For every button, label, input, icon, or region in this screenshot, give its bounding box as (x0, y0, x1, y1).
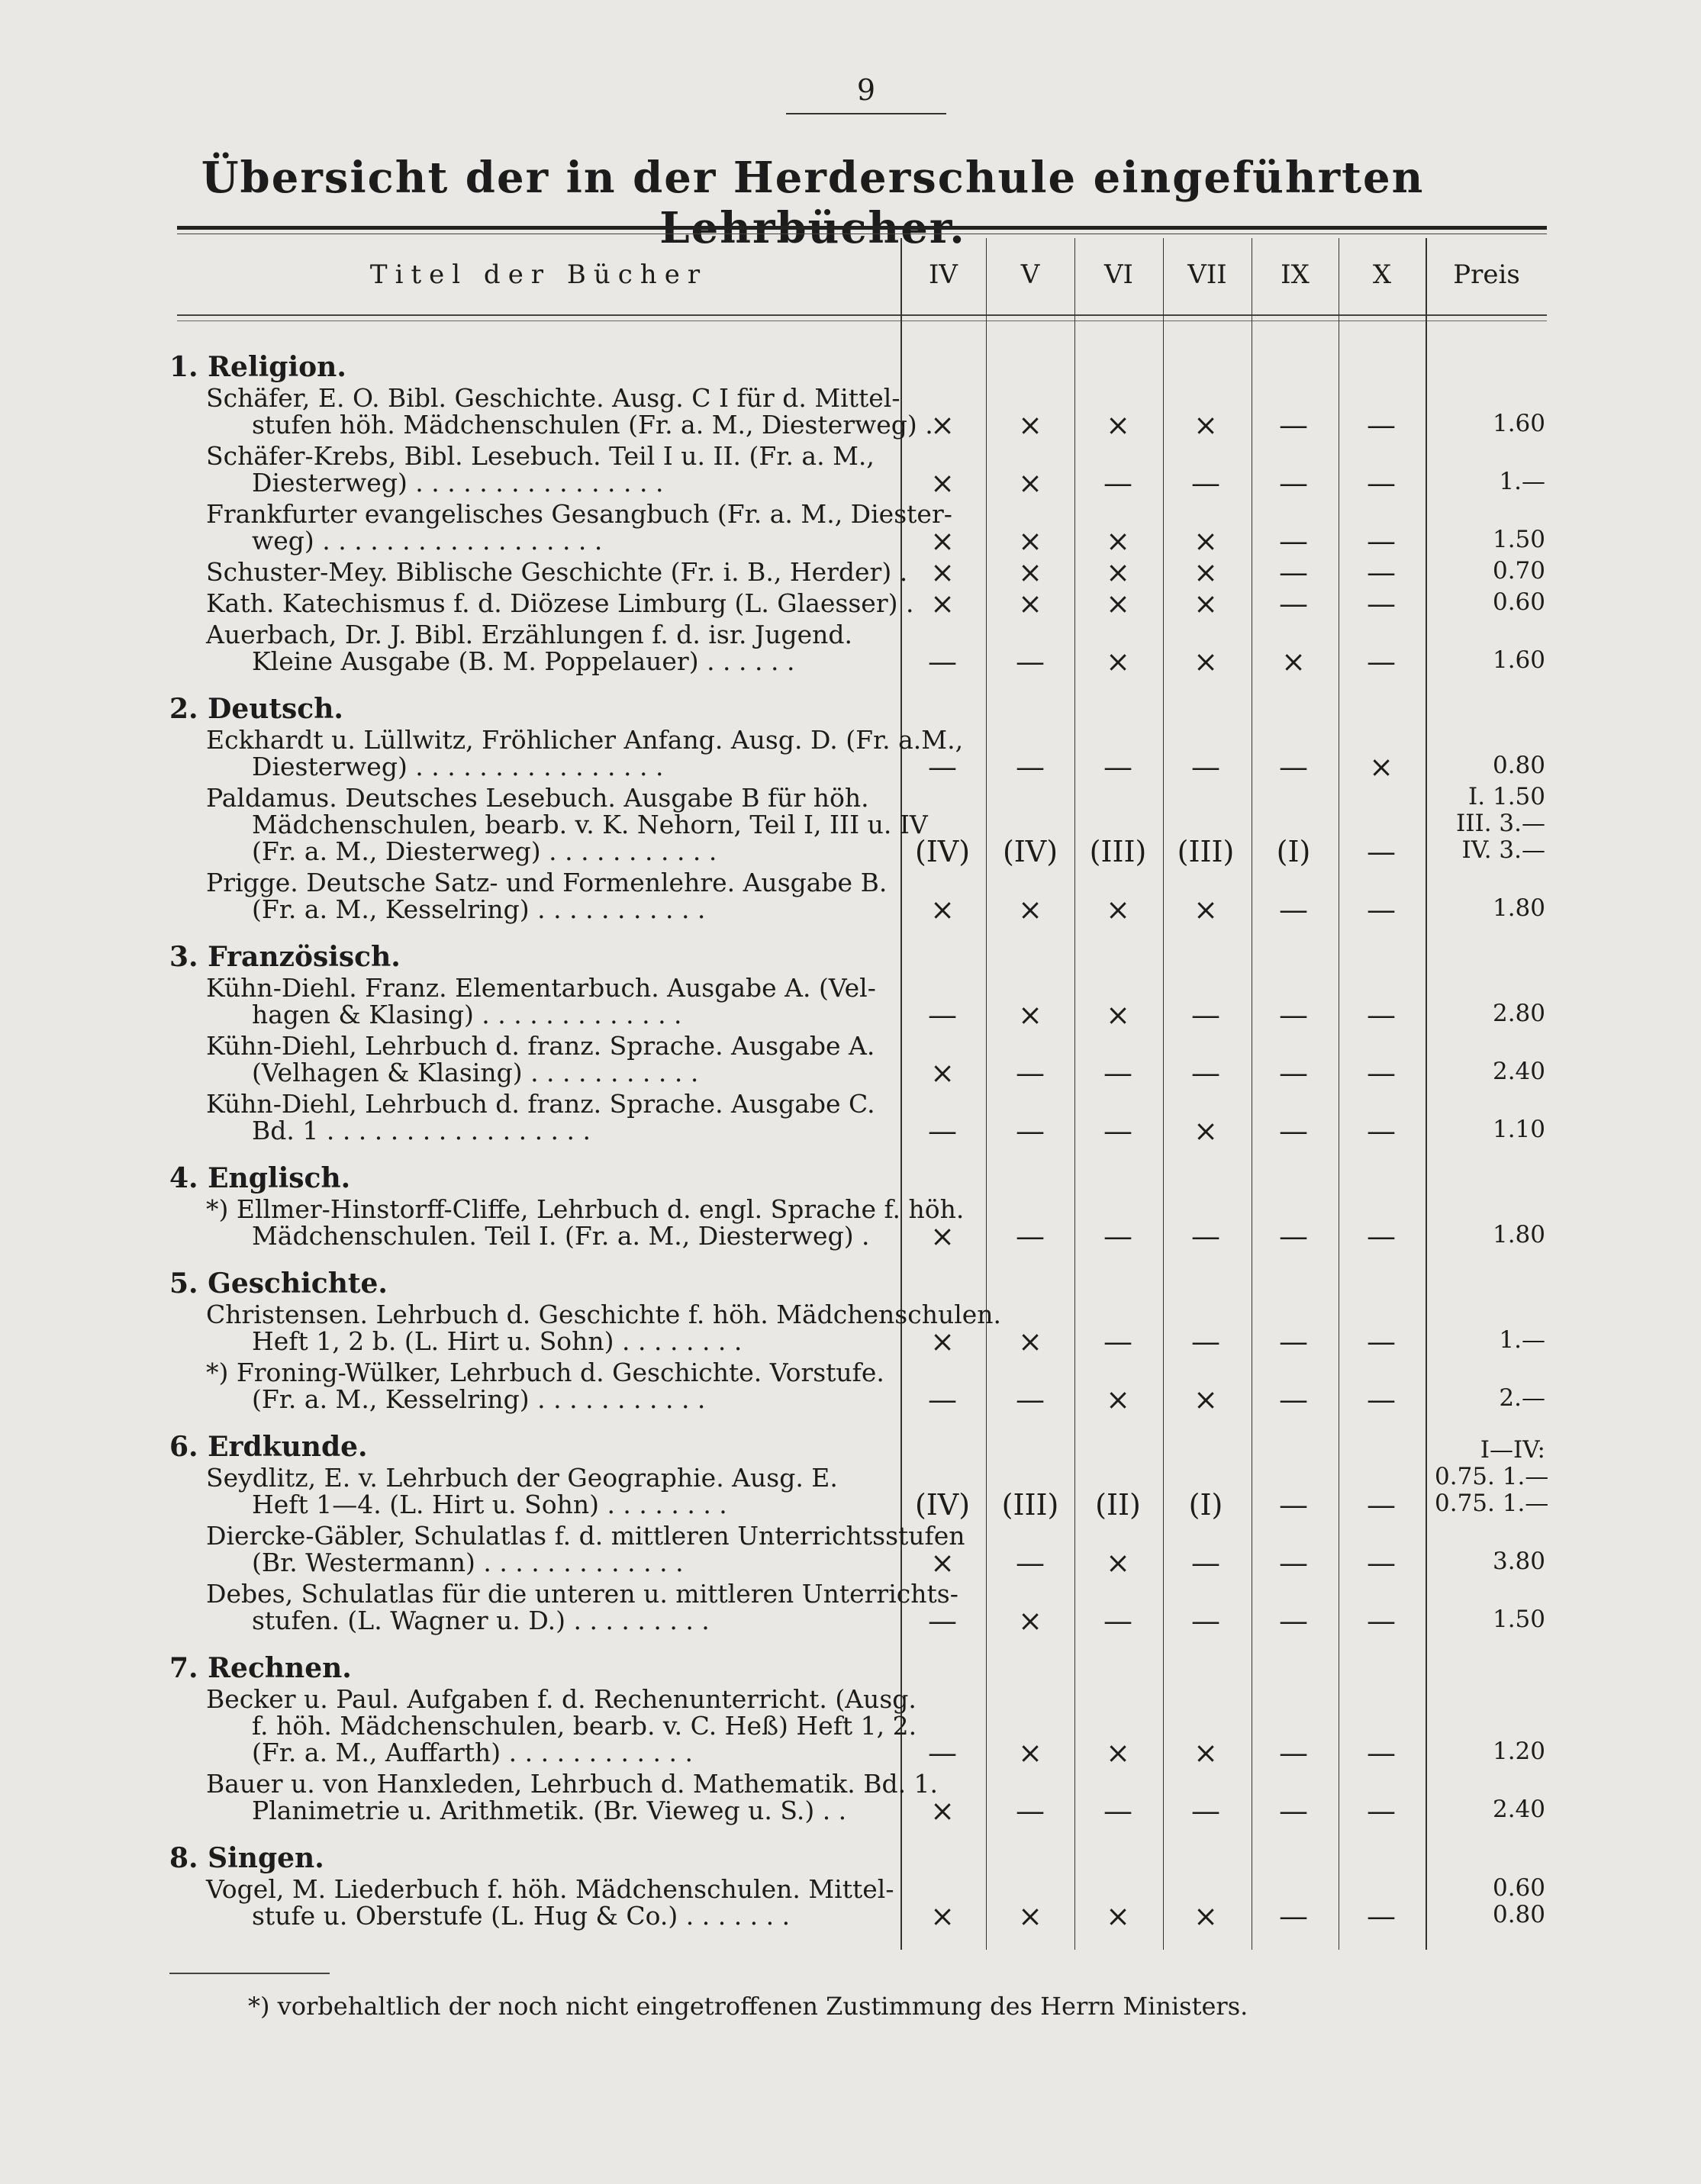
grade-mark: — (1279, 750, 1308, 784)
grade-mark: — (1279, 1056, 1308, 1090)
section-heading: 2. Deutsch. (169, 693, 343, 725)
book-title-line: stufe u. Oberstufe (L. Hug & Co.) . . . . . . . (252, 1901, 791, 1931)
book-title-line: Schäfer, E. O. Bibl. Geschichte. Ausg. C I für d. Mittel- (206, 383, 900, 413)
grade-mark: — (1016, 1056, 1045, 1090)
grade-mark: — (1016, 645, 1045, 678)
price: 1.20 (1492, 1738, 1545, 1765)
book-title-line: hagen & Klasing) . . . . . . . . . . . . . (252, 1000, 682, 1029)
grade-mark: — (1016, 1794, 1045, 1828)
grade-mark: × (1106, 645, 1130, 678)
grade-mark: (IV) (1002, 835, 1058, 868)
price: 0.70 (1492, 557, 1545, 585)
grade-mark: — (1367, 1488, 1396, 1522)
price: 0.60 (1492, 588, 1545, 616)
section-heading: 3. Französisch. (169, 941, 401, 973)
grade-mark: — (1279, 556, 1308, 589)
grade-mark: — (1103, 1604, 1132, 1638)
grade-mark: × (930, 556, 955, 589)
book-title-line: Diercke-Gäbler, Schulatlas f. d. mittleren Unterrichtsstufen (206, 1521, 965, 1551)
book-title-line: Heft 1—4. (L. Hirt u. Sohn) . . . . . . . . (252, 1490, 727, 1519)
book-title-line: (Velhagen & Klasing) . . . . . . . . . . . (252, 1058, 699, 1087)
grade-mark: × (930, 1325, 955, 1358)
footnote: *) vorbehaltlich der noch nicht eingetroffenen Zustimmung des Herrn Ministers. (248, 1992, 1248, 2021)
grade-mark: — (1279, 524, 1308, 558)
grade-mark: — (1367, 835, 1396, 868)
book-title-line: Bd. 1 . . . . . . . . . . . . . . . . . (252, 1116, 591, 1145)
grade-mark: — (1191, 1325, 1220, 1358)
book-title-line: (Fr. a. M., Auffarth) . . . . . . . . . . . . (252, 1738, 693, 1767)
grade-mark: × (1106, 408, 1130, 442)
price: 2.40 (1492, 1058, 1545, 1085)
grade-mark: — (1367, 556, 1396, 589)
grade-mark: — (1016, 1219, 1045, 1253)
book-title-line: Paldamus. Deutsches Lesebuch. Ausgabe B für höh. (206, 783, 869, 813)
grade-mark: — (1279, 1546, 1308, 1580)
grade-mark: × (1106, 1736, 1130, 1770)
grade-mark: — (1191, 1546, 1220, 1580)
grade-mark: — (1016, 1114, 1045, 1148)
grade-mark: — (928, 750, 957, 784)
grade-mark: × (1018, 466, 1042, 500)
header-rule (177, 314, 1547, 316)
price-line: I—IV: (1480, 1436, 1545, 1464)
grade-mark: — (1367, 1899, 1396, 1933)
grade-mark: × (1106, 524, 1130, 558)
column-header-vi: VI (1104, 259, 1133, 290)
grade-mark: × (1106, 893, 1130, 926)
grade-mark: — (1367, 1383, 1396, 1416)
price: 1.50 (1492, 526, 1545, 553)
price-line: 0.80 (1492, 1901, 1545, 1928)
column-header-vii: VII (1187, 259, 1227, 290)
price: 2.40 (1492, 1796, 1545, 1823)
book-title-line: Becker u. Paul. Aufgaben f. d. Rechenunterricht. (Ausg. (206, 1684, 917, 1714)
price: 0.80 (1492, 752, 1545, 779)
grade-mark: × (1369, 750, 1393, 784)
price: 1.50 (1492, 1606, 1545, 1633)
grade-mark: × (930, 1794, 955, 1828)
grade-mark: — (928, 1114, 957, 1148)
book-title-line: Kühn-Diehl, Lehrbuch d. franz. Sprache. Ausgabe C. (206, 1089, 875, 1119)
grade-mark: × (930, 1219, 955, 1253)
grade-mark: — (1279, 998, 1308, 1032)
section-heading: 1. Religion. (169, 351, 346, 383)
grade-mark: — (1016, 1546, 1045, 1580)
grade-mark: — (1191, 1219, 1220, 1253)
grade-mark: — (1191, 750, 1220, 784)
book-title-line: Auerbach, Dr. J. Bibl. Erzählungen f. d. isr. Jugend. (206, 620, 852, 649)
grade-mark: × (1018, 998, 1042, 1032)
grade-mark: (I) (1276, 835, 1311, 868)
grade-mark: — (1279, 1488, 1308, 1522)
book-title-line: Kühn-Diehl, Lehrbuch d. franz. Sprache. Ausgabe A. (206, 1031, 875, 1061)
book-title-line: stufen. (L. Wagner u. D.) . . . . . . . . . (252, 1606, 710, 1635)
grade-mark: × (1018, 893, 1042, 926)
grade-mark: — (1279, 1794, 1308, 1828)
book-title-line: Planimetrie u. Arithmetik. (Br. Vieweg u. S.) . . (252, 1796, 847, 1825)
section-heading: 8. Singen. (169, 1842, 324, 1874)
book-title-line: Debes, Schulatlas für die unteren u. mittleren Unterrichts- (206, 1579, 958, 1609)
grade-mark: — (1279, 1604, 1308, 1638)
book-title-line: Schuster-Mey. Biblische Geschichte (Fr. i. B., Herder) . (206, 557, 908, 587)
grade-mark: × (930, 587, 955, 620)
column-divider (1074, 238, 1075, 1950)
grade-mark: × (1018, 408, 1042, 442)
grade-mark: × (1194, 645, 1218, 678)
grade-mark: — (1103, 750, 1132, 784)
book-title-line: Vogel, M. Liederbuch f. höh. Mädchenschulen. Mittel- (206, 1874, 894, 1904)
column-header-v: V (1020, 259, 1040, 290)
grade-mark: — (928, 1383, 957, 1416)
grade-mark: — (928, 645, 957, 678)
book-title-line: Schäfer-Krebs, Bibl. Lesebuch. Teil I u. II. (Fr. a. M., (206, 441, 875, 471)
grade-mark: — (1367, 1219, 1396, 1253)
grade-mark: — (1279, 893, 1308, 926)
grade-mark: — (1367, 1736, 1396, 1770)
page-title: Übersicht der in der Herderschule eingeführten Lehrbücher. (201, 153, 1425, 253)
book-title-line: Kath. Katechismus f. d. Diözese Limburg (L. Glaesser) . (206, 588, 914, 618)
grade-mark: × (1194, 408, 1218, 442)
grade-mark: (IV) (914, 835, 971, 868)
grade-mark: × (930, 893, 955, 926)
book-title-line: Mädchenschulen, bearb. v. K. Nehorn, Teil I, III u. IV (252, 810, 928, 839)
column-header-title: Titel der Bücher (369, 259, 708, 290)
grade-mark: — (1103, 1794, 1132, 1828)
grade-mark: × (1106, 587, 1130, 620)
grade-mark: × (1018, 556, 1042, 589)
book-title-line: Bauer u. von Hanxleden, Lehrbuch d. Mathematik. Bd. 1. (206, 1769, 939, 1799)
book-title-line: Diesterweg) . . . . . . . . . . . . . . . . (252, 468, 664, 498)
grade-mark: × (1018, 1736, 1042, 1770)
price: 1.10 (1492, 1116, 1545, 1143)
price-line: I. 1.50 (1468, 783, 1545, 810)
grade-mark: × (1018, 1899, 1042, 1933)
grade-mark: — (1367, 645, 1396, 678)
grade-mark: — (1279, 1219, 1308, 1253)
grade-mark: — (1279, 1736, 1308, 1770)
section-heading: 4. Englisch. (169, 1162, 351, 1194)
grade-mark: × (1194, 1114, 1218, 1148)
price-line: 0.75. 1.— (1435, 1490, 1549, 1517)
grade-mark: — (1367, 587, 1396, 620)
grade-mark: — (1016, 750, 1045, 784)
price-line: 0.75. 1.— (1435, 1463, 1549, 1490)
grade-mark: (II) (1095, 1488, 1141, 1522)
grade-mark: — (1279, 466, 1308, 500)
book-title-line: Seydlitz, E. v. Lehrbuch der Geographie. Ausg. E. (206, 1463, 838, 1493)
grade-mark: — (1103, 1219, 1132, 1253)
price: 1.80 (1492, 1221, 1545, 1248)
grade-mark: (III) (1001, 1488, 1059, 1522)
grade-mark: — (1279, 408, 1308, 442)
column-header-ix: IX (1281, 259, 1310, 290)
grade-mark: — (928, 1736, 957, 1770)
grade-mark: — (1191, 1056, 1220, 1090)
column-header-x: X (1372, 259, 1392, 290)
grade-mark: — (1367, 524, 1396, 558)
column-header-iv: IV (929, 259, 958, 290)
grade-mark: × (1106, 998, 1130, 1032)
price: 1.— (1499, 468, 1545, 495)
grade-mark: — (1016, 1383, 1045, 1416)
book-title-line: Heft 1, 2 b. (L. Hirt u. Sohn) . . . . . . . . (252, 1326, 743, 1356)
grade-mark: × (930, 1899, 955, 1933)
grade-mark: — (1367, 1546, 1396, 1580)
grade-mark: — (1103, 1325, 1132, 1358)
grade-mark: — (1191, 998, 1220, 1032)
price-line: 0.60 (1492, 1874, 1545, 1902)
price-line: III. 3.— (1455, 810, 1545, 837)
grade-mark: — (1367, 893, 1396, 926)
grade-mark: — (1191, 466, 1220, 500)
grade-mark: × (1018, 1325, 1042, 1358)
price: 2.— (1499, 1384, 1545, 1412)
grade-mark: (III) (1177, 835, 1235, 868)
book-title-line: stufen höh. Mädchenschulen (Fr. a. M., Diesterweg) . (252, 410, 933, 440)
column-header-preis: Preis (1453, 259, 1520, 290)
grade-mark: × (1194, 1899, 1218, 1933)
grade-mark: × (1106, 556, 1130, 589)
grade-mark: × (1194, 893, 1218, 926)
grade-mark: × (1106, 1546, 1130, 1580)
book-title-line: Diesterweg) . . . . . . . . . . . . . . . . (252, 752, 664, 781)
book-title-line: *) Froning-Wülker, Lehrbuch d. Geschichte. Vorstufe. (206, 1358, 884, 1387)
grade-mark: — (1279, 1899, 1308, 1933)
section-heading: 6. Erdkunde. (169, 1431, 368, 1463)
grade-mark: × (930, 466, 955, 500)
column-divider (986, 238, 987, 1950)
grade-mark: — (1103, 466, 1132, 500)
grade-mark: × (1106, 1899, 1130, 1933)
grade-mark: × (1018, 1604, 1042, 1638)
grade-mark: — (1279, 587, 1308, 620)
price-line: IV. 3.— (1461, 836, 1545, 864)
grade-mark: × (930, 408, 955, 442)
grade-mark: (I) (1188, 1488, 1223, 1522)
grade-mark: — (1103, 1114, 1132, 1148)
book-title-line: Prigge. Deutsche Satz- und Formenlehre. Ausgabe B. (206, 868, 888, 897)
grade-mark: × (930, 1056, 955, 1090)
grade-mark: — (1191, 1794, 1220, 1828)
grade-mark: — (1367, 998, 1396, 1032)
grade-mark: × (1194, 1736, 1218, 1770)
grade-mark: — (1367, 1114, 1396, 1148)
grade-mark: × (1281, 645, 1306, 678)
grade-mark: — (1191, 1604, 1220, 1638)
book-title-line: *) Ellmer-Hinstorff-Cliffe, Lehrbuch d. engl. Sprache f. höh. (206, 1194, 965, 1224)
price: 2.80 (1492, 1000, 1545, 1027)
grade-mark: × (1194, 524, 1218, 558)
book-title-line: weg) . . . . . . . . . . . . . . . . . . (252, 526, 603, 556)
book-title-line: Kleine Ausgabe (B. M. Poppelauer) . . . . . . (252, 646, 795, 676)
book-title-line: Kühn-Diehl. Franz. Elementarbuch. Ausgabe A. (Vel- (206, 973, 876, 1003)
book-title-line: (Fr. a. M., Kesselring) . . . . . . . . . . . (252, 894, 706, 924)
price: 3.80 (1492, 1548, 1545, 1575)
book-title-line: (Fr. a. M., Diesterweg) . . . . . . . . . . . (252, 836, 717, 866)
section-heading: 5. Geschichte. (169, 1268, 388, 1300)
footnote-rule (169, 1973, 330, 1974)
book-title-line: (Fr. a. M., Kesselring) . . . . . . . . . . . (252, 1384, 706, 1414)
price: 1.80 (1492, 894, 1545, 922)
book-title-line: Mädchenschulen. Teil I. (Fr. a. M., Diesterweg) . (252, 1221, 870, 1251)
grade-mark: — (928, 1604, 957, 1638)
grade-mark: — (1367, 1056, 1396, 1090)
price: 1.60 (1492, 646, 1545, 674)
grade-mark: × (1194, 556, 1218, 589)
price: 1.— (1499, 1326, 1545, 1354)
grade-mark: — (928, 998, 957, 1032)
grade-mark: — (1367, 1604, 1396, 1638)
grade-mark: × (930, 1546, 955, 1580)
column-divider (1426, 238, 1427, 1950)
book-title-line: Christensen. Lehrbuch d. Geschichte f. höh. Mädchenschulen. (206, 1300, 1002, 1329)
grade-mark: × (1194, 1383, 1218, 1416)
page-number: 9 (786, 73, 946, 114)
price: 1.60 (1492, 410, 1545, 437)
grade-mark: × (1194, 587, 1218, 620)
grade-mark: × (930, 524, 955, 558)
grade-mark: — (1367, 466, 1396, 500)
grade-mark: — (1103, 1056, 1132, 1090)
book-title-line: (Br. Westermann) . . . . . . . . . . . . . (252, 1548, 684, 1577)
grade-mark: — (1279, 1325, 1308, 1358)
book-title-line: f. höh. Mädchenschulen, bearb. v. C. Heß) Heft 1, 2. (252, 1711, 917, 1741)
grade-mark: × (1018, 524, 1042, 558)
grade-mark: × (1106, 1383, 1130, 1416)
grade-mark: (IV) (914, 1488, 971, 1522)
grade-mark: — (1279, 1114, 1308, 1148)
grade-mark: × (1018, 587, 1042, 620)
grade-mark: — (1367, 1325, 1396, 1358)
grade-mark: — (1367, 1794, 1396, 1828)
grade-mark: — (1367, 408, 1396, 442)
book-title-line: Frankfurter evangelisches Gesangbuch (Fr. a. M., Diester- (206, 499, 952, 529)
grade-mark: (III) (1089, 835, 1147, 868)
section-heading: 7. Rechnen. (169, 1652, 352, 1684)
book-title-line: Eckhardt u. Lüllwitz, Fröhlicher Anfang. Ausg. D. (Fr. a.M., (206, 725, 964, 755)
grade-mark: — (1279, 1383, 1308, 1416)
top-rule (177, 226, 1547, 230)
